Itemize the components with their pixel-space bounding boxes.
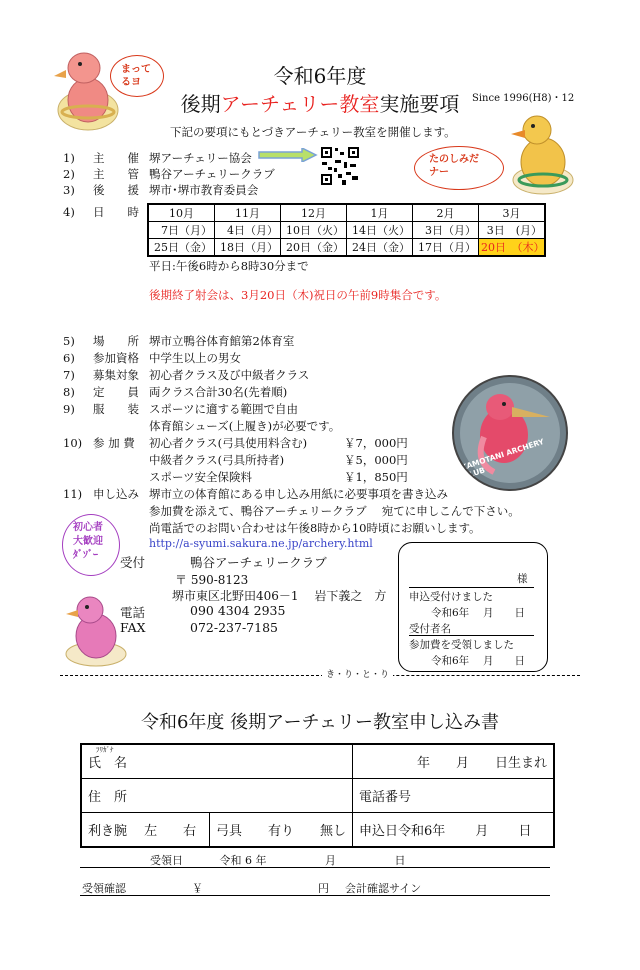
month-cell: 11月 bbox=[215, 204, 281, 222]
form-title: 令和6年度 後期アーチェリー教室申し込み書 bbox=[140, 712, 500, 733]
dress-note: 体育館シューズ(上履き)が必要です。 bbox=[149, 419, 341, 433]
receipt-date1: 令和6年 月 日 bbox=[431, 607, 526, 619]
item-fee: 10) 参 加 費 bbox=[63, 436, 135, 450]
date-cell: 14日（火） bbox=[347, 222, 413, 239]
qr-code-icon[interactable] bbox=[320, 146, 360, 186]
apply-date-field[interactable]: 申込日令和6年 月 日 bbox=[353, 813, 555, 848]
month-cell: 3月 bbox=[479, 204, 546, 222]
date-cell: 18日（月） bbox=[215, 239, 281, 257]
address-field[interactable]: 住 所 bbox=[81, 779, 353, 813]
date-cell: 7日（月） bbox=[148, 222, 215, 239]
cut-line bbox=[60, 675, 580, 676]
application-form bbox=[80, 743, 555, 848]
tel-field[interactable]: 電話番号 bbox=[353, 779, 555, 813]
birth-field[interactable]: 年 月 日生まれ bbox=[353, 744, 555, 779]
item-eligibility: 6) 参加資格 中学生以上の男女 bbox=[63, 351, 241, 365]
item-apply: 11) 申し込み 堺市立の体育館にある申し込み用紙に必要事項を書き込み bbox=[63, 487, 448, 501]
phone-label: 電話 bbox=[120, 605, 146, 620]
final-date-cell: 20日 （木） bbox=[479, 239, 546, 257]
receipt-box bbox=[398, 542, 548, 672]
name-field[interactable] bbox=[81, 744, 353, 779]
intro-text: 下記の要項にもとづきアーチェリー教室を開催します。 bbox=[170, 125, 456, 139]
fax-label: FAX bbox=[120, 620, 146, 635]
title-prefix: 後期 bbox=[180, 92, 221, 116]
bubble-left: まって るヨ bbox=[110, 55, 164, 97]
month-cell: 1月 bbox=[347, 204, 413, 222]
since-label: Since 1996(H8)・12 bbox=[472, 93, 575, 104]
mascot-duck-icon bbox=[505, 100, 580, 200]
title-suffix: 実施要項 bbox=[379, 92, 460, 116]
date-cell: 20日（金） bbox=[281, 239, 347, 257]
receipt-sama: 様 bbox=[517, 573, 528, 585]
item-target: 7) 募集対象 初心者クラス及び中級者クラス bbox=[63, 368, 310, 382]
month-cell: 12月 bbox=[281, 204, 347, 222]
receipt-paid: 参加費を受領しました bbox=[409, 639, 514, 651]
date-cell: 3日 (月） bbox=[479, 222, 546, 239]
receipt-date-line: 受領日 令和 6 年 月 日 bbox=[150, 854, 406, 867]
gear-field[interactable]: 弓具 有り 無し bbox=[210, 813, 353, 848]
furigana-label: ﾌﾘｶﾞﾅ bbox=[96, 746, 114, 754]
contact-accept-label: 受付 bbox=[120, 555, 146, 570]
item-place: 5) 場 所 堺市立鴨谷体育館第2体育室 bbox=[63, 334, 295, 348]
date-cell: 25日（金） bbox=[148, 239, 215, 257]
fee-row: 中級者クラス(弓具所持者) ￥5，000円 bbox=[149, 453, 408, 467]
date-cell: 10日（火） bbox=[281, 222, 347, 239]
item-organizer: 1) 主 催 堺アーチェリー協会 bbox=[63, 151, 252, 165]
bubble-right: たのしみだ ナー bbox=[414, 146, 504, 190]
phone-number: 090 4304 2935 bbox=[190, 603, 286, 618]
sign-label: 会計確認サイン bbox=[345, 882, 422, 895]
yen-label: ￥ bbox=[192, 882, 203, 895]
name-label: 氏 名 bbox=[88, 756, 128, 771]
fee-row: 初心者クラス(弓具使用料含む) ￥7，000円 bbox=[149, 436, 408, 450]
cut-label: き・り・と・り bbox=[322, 667, 393, 680]
arrow-icon bbox=[258, 148, 318, 162]
title-highlight: アーチェリー教室 bbox=[220, 92, 380, 116]
receipt-date2: 令和6年 月 日 bbox=[431, 655, 526, 667]
fax-number: 072-237-7185 bbox=[190, 620, 278, 635]
date-cell: 17日（月） bbox=[413, 239, 479, 257]
date-cell: 24日（金） bbox=[347, 239, 413, 257]
hand-field[interactable]: 利き腕 左 右 bbox=[81, 813, 210, 848]
item-dress: 9) 服 装 スポーツに適する範囲で自由 bbox=[63, 402, 299, 416]
closing-note: 後期終了射会は、3月20日（木)祝日の午前9時集合です。 bbox=[149, 288, 447, 302]
item-capacity: 8) 定 員 両クラス合計30名(先着順) bbox=[63, 385, 288, 399]
item-manager: 2) 主 管 鴨谷アーチェリークラブ bbox=[63, 167, 275, 181]
apply-line2: 参加費を添えて、鴨谷アーチェリークラブ 宛てに申しこんで下さい。 bbox=[149, 504, 520, 518]
logo-text: KAMOTANI ARCHERY CLUB bbox=[459, 436, 546, 481]
contact-zip: 〒 590-8123 bbox=[175, 573, 249, 587]
item-support: 3) 後 援 堺市･堺市教育委員会 bbox=[63, 183, 259, 197]
club-logo bbox=[452, 375, 568, 491]
date-cell: 3日（月） bbox=[413, 222, 479, 239]
bubble-welcome: 初心者 大歓迎 ﾀﾞｿﾞｰ bbox=[62, 514, 120, 576]
contact-address: 堺市東区北野田406－1 岩下義之 方 bbox=[172, 589, 387, 603]
en-label: 円 bbox=[318, 882, 329, 895]
date-cell: 4日（月） bbox=[215, 222, 281, 239]
month-cell: 10月 bbox=[148, 204, 215, 222]
receipt-receiver: 受付者名 bbox=[409, 623, 451, 635]
item-dates: 4) 日 時 bbox=[63, 205, 139, 219]
apply-line3: 尚電話でのお問い合わせは午後8時から10時頃にお願いします。 bbox=[149, 521, 481, 535]
contact-club: 鴨谷アーチェリークラブ bbox=[190, 555, 327, 570]
month-cell: 2月 bbox=[413, 204, 479, 222]
fee-row: スポーツ安全保険料 ￥1，850円 bbox=[149, 470, 408, 484]
receipt-received: 申込受付けました bbox=[409, 591, 493, 603]
title-year: 令和6年度 bbox=[273, 64, 367, 88]
organizer-value: 堺アーチェリー協会 bbox=[149, 151, 252, 165]
schedule-table bbox=[147, 203, 546, 257]
club-url-link[interactable]: http://a-syumi.sakura.ne.jp/archery.html bbox=[149, 537, 373, 550]
confirm-label: 受領確認 bbox=[82, 882, 126, 895]
weekday-note: 平日:午後6時から8時30分まで bbox=[149, 259, 309, 273]
